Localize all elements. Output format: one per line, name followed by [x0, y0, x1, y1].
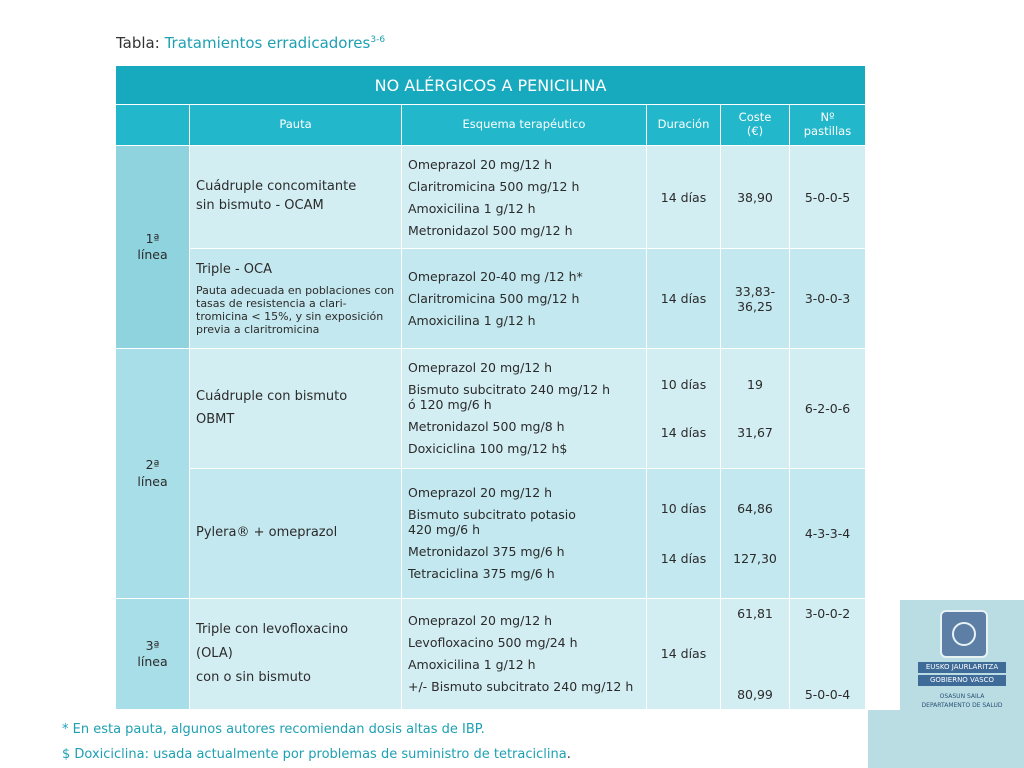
coste-value: 19: [747, 376, 763, 392]
esquema-cell: [402, 249, 647, 349]
title-main: Tratamientos erradicadores: [164, 34, 371, 52]
pauta-text: Cuádruple con bismuto: [196, 389, 348, 405]
pauta-text: Cuádruple concomitante: [196, 179, 357, 195]
table-row: [116, 146, 866, 249]
esquema-item: Amoxicilina 1 g/12 h: [408, 200, 536, 216]
esquema-item: ó 120 mg/6 h: [408, 397, 492, 413]
duracion-value: 10 días: [660, 376, 707, 392]
logo-line-2: GOBIERNO VASCO: [918, 675, 1006, 686]
pastillas-cell: 5-0-0-5: [790, 146, 866, 249]
column-header-duracion: Duración: [647, 105, 721, 146]
esquema-item: Metronidazol 500 mg/12 h: [408, 222, 573, 238]
duracion-cell: 14 días: [647, 249, 721, 349]
pauta-note: Pauta adecuada en poblaciones con tasas de resistencia a clari- tromicina < 15%, y sin exposición previa a claritromicina: [196, 283, 395, 337]
pastillas-cell: [790, 598, 866, 709]
duracion-value: 14 días: [660, 424, 707, 440]
duracion-value: 10 días: [660, 500, 707, 516]
footnotes: [62, 718, 571, 767]
pastillas-cell: 4-3-3-4: [790, 468, 866, 598]
pauta-text: (OLA): [196, 645, 233, 661]
pauta-cell: [190, 598, 402, 709]
second-line-label: [116, 349, 190, 598]
logo-line-3: OSASUN SAILA: [939, 693, 985, 700]
column-header-pastillas: [790, 105, 866, 146]
pauta-cell: [190, 468, 402, 598]
esquema-cell: [402, 146, 647, 249]
esquema-item: Metronidazol 500 mg/8 h: [408, 419, 565, 435]
footnote-1: * En esta pauta, algunos autores recomiendan dosis altas de IBP.: [62, 722, 485, 737]
coste-value: 33,83-: [734, 283, 776, 299]
pastillas-cell: 3-0-0-3: [790, 249, 866, 349]
esquema-item: Bismuto subcitrato potasio: [408, 507, 576, 523]
table-title: [116, 34, 385, 52]
decorative-block: [868, 710, 900, 768]
table-row: [116, 249, 866, 349]
coste-value: 80,99: [737, 686, 773, 702]
duracion-cell: [647, 349, 721, 468]
table-row: [116, 349, 866, 468]
line-word: línea: [137, 653, 168, 669]
table-row: [116, 468, 866, 598]
duracion-cell: 14 días: [647, 598, 721, 709]
first-line-label: [116, 146, 190, 349]
line-ordinal: 2ª: [145, 457, 160, 473]
third-line-label: [116, 598, 190, 709]
esquema-item: Omeprazol 20 mg/12 h: [408, 156, 553, 172]
government-logo: [900, 600, 1024, 768]
esquema-cell: [402, 468, 647, 598]
line-ordinal: 3ª: [145, 637, 160, 653]
treatment-table: [115, 65, 866, 710]
coste-value: 127,30: [733, 550, 777, 566]
coste-value: 64,86: [737, 500, 773, 516]
esquema-item: Claritromicina 500 mg/12 h: [408, 178, 580, 194]
column-header-empty: [116, 105, 190, 146]
pastillas-value: 5-0-0-4: [804, 686, 851, 702]
footnote-2-end: .: [566, 746, 571, 762]
esquema-item: Metronidazol 375 mg/6 h: [408, 544, 565, 560]
line-ordinal: 1ª: [145, 231, 160, 246]
pastillas-value: 3-0-0-2: [804, 605, 851, 621]
logo-line-1: EUSKO JAURLARITZA: [918, 662, 1006, 673]
esquema-item: Omeprazol 20 mg/12 h: [408, 485, 553, 501]
coste-cell: 38,90: [721, 146, 790, 249]
title-ref: 3-6: [370, 35, 386, 45]
main-header: NO ALÉRGICOS A PENICILINA: [116, 66, 866, 105]
esquema-item: +/- Bismuto subcitrato 240 mg/12 h: [408, 679, 634, 695]
pauta-text: con o sin bismuto: [196, 669, 311, 685]
line-word: línea: [137, 247, 168, 263]
esquema-item: Doxiciclina 100 mg/12 h$: [408, 441, 568, 457]
coste-cell: [721, 468, 790, 598]
coat-of-arms-icon: [940, 610, 988, 658]
esquema-cell: [402, 349, 647, 468]
coste-cell: [721, 349, 790, 468]
esquema-item: Levofloxacino 500 mg/24 h: [408, 635, 578, 651]
duracion-cell: [647, 468, 721, 598]
column-header-pauta: Pauta: [190, 105, 402, 146]
esquema-item: Omeprazol 20-40 mg /12 h*: [408, 269, 583, 285]
pastillas-cell: 6-2-0-6: [790, 349, 866, 468]
pauta-text: Pylera® + omeprazol: [196, 524, 338, 540]
logo-line-4: DEPARTAMENTO DE SALUD: [921, 702, 1003, 709]
esquema-item: Claritromicina 500 mg/12 h: [408, 291, 580, 307]
column-header-esquema: Esquema terapéutico: [402, 105, 647, 146]
esquema-item: Omeprazol 20 mg/12 h: [408, 360, 553, 376]
pauta-text: Triple con levofloxacino: [196, 621, 349, 637]
coste-value: 61,81: [737, 605, 773, 621]
coste-value: 36,25: [737, 298, 773, 314]
esquema-cell: [402, 598, 647, 709]
coste-label: Coste (€): [738, 110, 772, 139]
esquema-item: 420 mg/6 h: [408, 522, 481, 538]
pauta-cell: [190, 146, 402, 249]
esquema-item: Amoxicilina 1 g/12 h: [408, 313, 536, 329]
esquema-item: Omeprazol 20 mg/12 h: [408, 613, 553, 629]
pastillas-label: Nº pastillas: [803, 110, 852, 139]
coste-value: 31,67: [737, 424, 773, 440]
esquema-item: Tetraciclina 375 mg/6 h: [408, 566, 555, 582]
pauta-text: Triple - OCA: [196, 262, 273, 278]
footnote-2-text: $ Doxiciclina: usada actualmente por problemas de suministro de tetraciclina: [62, 746, 567, 762]
coste-cell: [721, 598, 790, 709]
pauta-text: sin bismuto - OCAM: [196, 198, 324, 214]
pauta-cell: [190, 249, 402, 349]
table-row: [116, 598, 866, 709]
pauta-cell: [190, 349, 402, 468]
footnote-2: [62, 743, 571, 768]
title-prefix: Tabla:: [116, 34, 160, 52]
coste-cell: [721, 249, 790, 349]
esquema-item: Bismuto subcitrato 240 mg/12 h: [408, 382, 611, 398]
esquema-item: Amoxicilina 1 g/12 h: [408, 657, 536, 673]
line-word: línea: [137, 473, 168, 489]
column-header-row: [116, 105, 866, 146]
duracion-cell: 14 días: [647, 146, 721, 249]
duracion-value: 14 días: [660, 550, 707, 566]
pauta-text: OBMT: [196, 412, 235, 428]
column-header-coste: [721, 105, 790, 146]
